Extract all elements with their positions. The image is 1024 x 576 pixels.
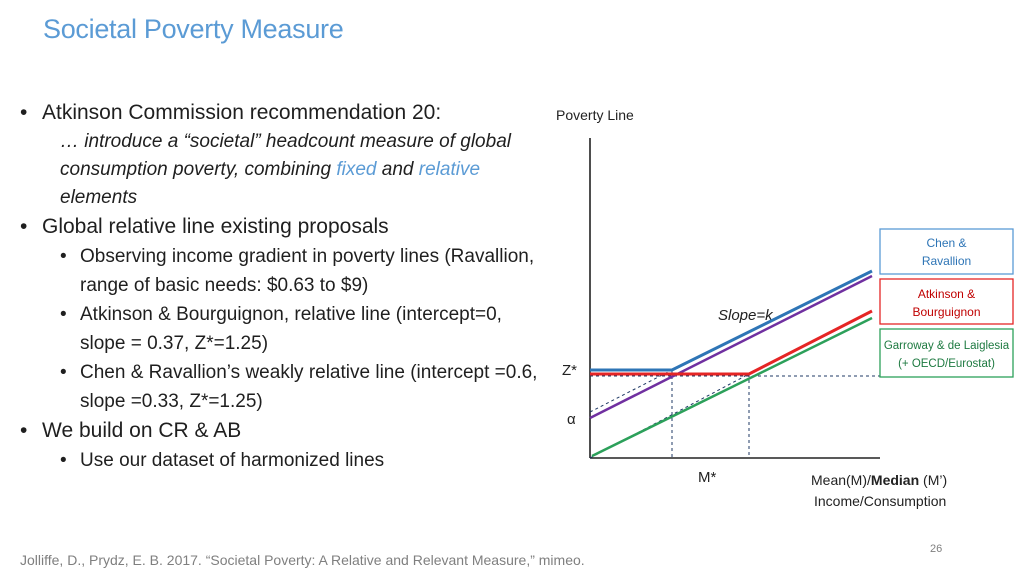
bullet-build-on: • We build on CR & AB bbox=[20, 416, 540, 446]
x-axis-label bbox=[811, 472, 947, 488]
slope-label: Slope=k bbox=[718, 307, 773, 324]
x-axis-label-line2: Income/Consumption bbox=[814, 493, 947, 509]
alpha-label: α bbox=[567, 411, 576, 428]
legend-garroway-line2: (+ OECD/Eurostat) bbox=[898, 358, 995, 370]
quote-mid: and bbox=[376, 159, 419, 180]
citation-footer: Jolliffe, D., Prydz, E. B. 2017. “Societal Poverty: A Relative and Relevant Measure,” mimeo. bbox=[20, 552, 585, 568]
quote-suffix: elements bbox=[60, 187, 138, 208]
legend-garroway-line1: Garroway & de Laiglesia bbox=[883, 340, 1010, 352]
page-number: 26 bbox=[930, 543, 943, 555]
recommendation-quote bbox=[20, 128, 540, 212]
legend-chen-ravallion-line2: Ravallion bbox=[921, 254, 972, 268]
x-axis-label-median: Median bbox=[870, 472, 920, 488]
sub-bullet-dataset: • Use our dataset of harmonized lines bbox=[20, 446, 540, 475]
sub-bullet-atkinson-bourguignon: • Atkinson & Bourguignon, relative line (intercept=0, slope = 0.37, Z*=1.25) bbox=[20, 300, 540, 358]
quote-prefix: … introduce a “societal” headcount measure of global consumption poverty, combining bbox=[60, 131, 511, 180]
poverty-line-diagram bbox=[540, 96, 1020, 526]
quote-relative: relative bbox=[418, 159, 481, 180]
bullet-global-relative-line: • Global relative line existing proposals bbox=[20, 212, 540, 242]
sub-bullet-income-gradient: • Observing income gradient in poverty lines (Ravallion, range of basic needs: $0.63 to $9) bbox=[20, 242, 540, 300]
legend-atkinson-bourguignon-line2: Bourguignon bbox=[912, 305, 981, 319]
z-star-label: Z* bbox=[562, 362, 577, 379]
bullet-atkinson-commission: • Atkinson Commission recommendation 20: bbox=[20, 98, 540, 128]
quote-fixed: fixed bbox=[336, 159, 377, 180]
weakly-relative-line bbox=[590, 276, 872, 418]
sub-bullet-chen-ravallion: • Chen & Ravallion’s weakly relative line (intercept =0.6, slope =0.33, Z*=1.25) bbox=[20, 358, 540, 416]
slide-title: Societal Poverty Measure bbox=[43, 14, 344, 44]
legend-chen-ravallion-line1: Chen & bbox=[926, 236, 967, 250]
y-axis-label: Poverty Line bbox=[556, 107, 634, 123]
legend-atkinson-bourguignon-line1: Atkinson & bbox=[917, 287, 976, 301]
m-star-label: M* bbox=[698, 469, 717, 486]
x-axis-label-prefix: Mean(M)/ bbox=[811, 472, 871, 488]
bullet-list bbox=[20, 98, 540, 475]
x-axis-label-suffix: (M’) bbox=[919, 472, 948, 488]
